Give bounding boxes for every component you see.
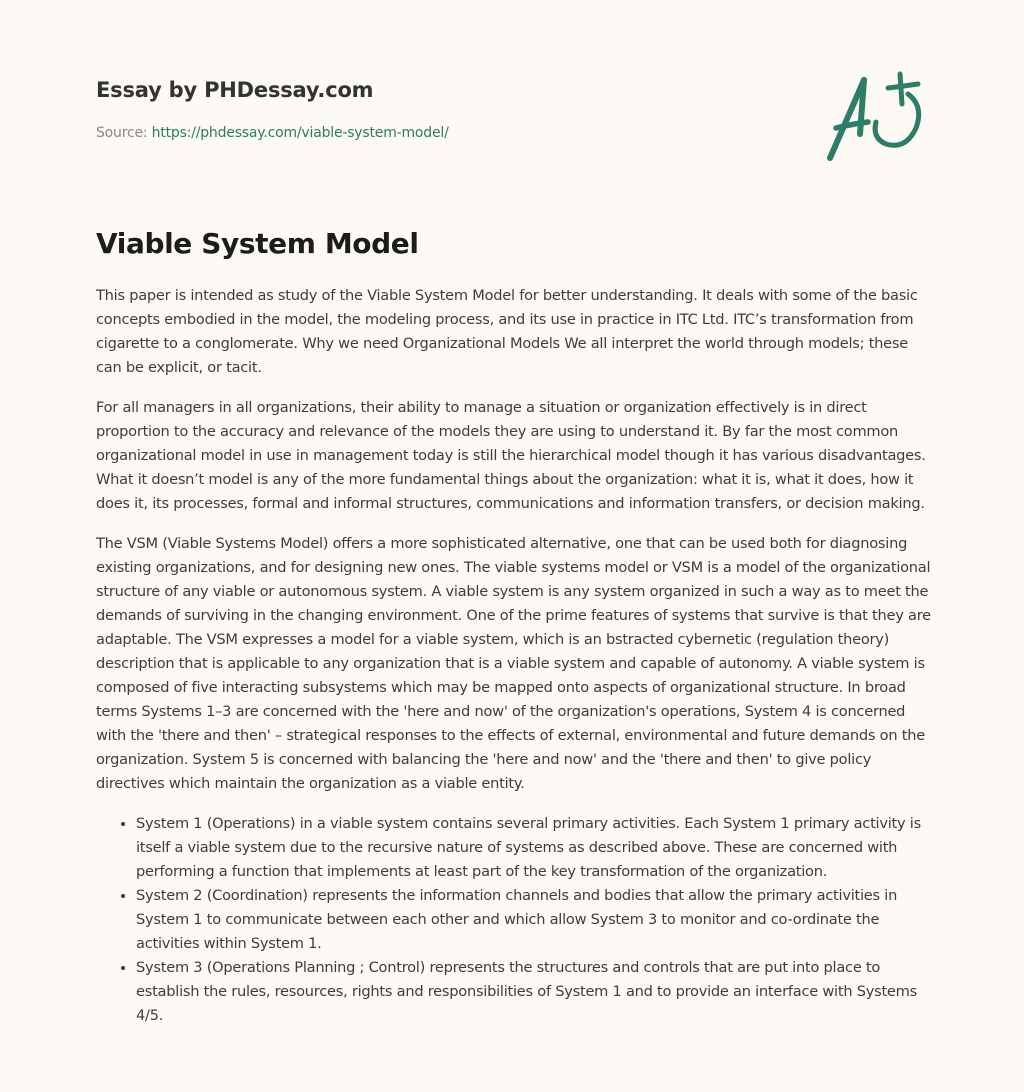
site-title: Essay by PHDessay.com — [96, 78, 374, 102]
systems-list — [96, 812, 932, 1028]
article-paragraph: This paper is intended as study of the Viable System Model for better understanding. It deals with some of the basic concepts embodied in the model, the modeling process, and its use in practice in ITC Ltd. ITC’s transformation from cigarette to a conglomerate. Why we need Organizational Models We all interpret the world through models; these can be explicit, or tacit. — [96, 287, 918, 376]
a-plus-grade-icon — [820, 66, 930, 166]
source-link[interactable]: https://phdessay.com/viable-system-model/ — [151, 125, 449, 141]
list-item: • System 3 (Operations Planning ; Control) represents the structures and controls that are put into place to establish the rules, resources, rights and responsibilities of System 1 and to provide an interface with Systems 4/5. — [136, 956, 932, 1028]
article-paragraph: The VSM (Viable Systems Model) offers a more sophisticated alternative, one that can be used both for diagnosing existing organizations, and for designing new ones. The viable systems model or VSM is a model of the organizational structure of any viable or autonomous system. A viable system is any system organized in such a way as to meet the demands of surviving in the changing environment. One of the prime features of systems that survive is that they are adaptable. The VSM expresses a model for a viable system, which is an bstracted cybernetic (regulation theory) description that is applicable to any organization that is a viable system and capable of autonomy. A viable system is composed of five interacting subsystems which may be mapped onto aspects of organizational structure. In broad terms Systems 1–3 are concerned with the 'here and now' of the organization's operations, System 4 is concerned with the 'there and then' – strategical responses to the effects of external, environmental and future demands on the organization. System 5 is concerned with balancing the 'here and now' and the 'there and then' to give policy directives which maintain the organization as a viable entity. — [96, 535, 931, 792]
source-label: Source: — [96, 125, 152, 141]
list-item: • System 2 (Coordination) represents the information channels and bodies that allow the primary activities in System 1 to communicate between each other and which allow System 3 to monitor and co-ordinate the activities within System 1. — [136, 884, 932, 956]
source-line — [96, 124, 928, 142]
article — [96, 226, 932, 1028]
page-header — [96, 76, 928, 142]
list-item: • System 1 (Operations) in a viable system contains several primary activities. Each System 1 primary activity is itself a viable system due to the recursive nature of systems as described above. These are concerned with performing a function that implements at least part of the key transformation of the organization. — [136, 812, 932, 884]
article-paragraph: For all managers in all organizations, their ability to manage a situation or organization effectively is in direct proportion to the accuracy and relevance of the models they are using to understand it. By far the most common organizational model in use in management today is still the hierarchical model though it has various disadvantages. What it doesn’t model is any of the more fundamental things about the organization: what it is, what it does, how it does it, its processes, formal and informal structures, communications and information transfers, or decision making. — [96, 399, 926, 512]
article-title: Viable System Model — [96, 227, 419, 260]
